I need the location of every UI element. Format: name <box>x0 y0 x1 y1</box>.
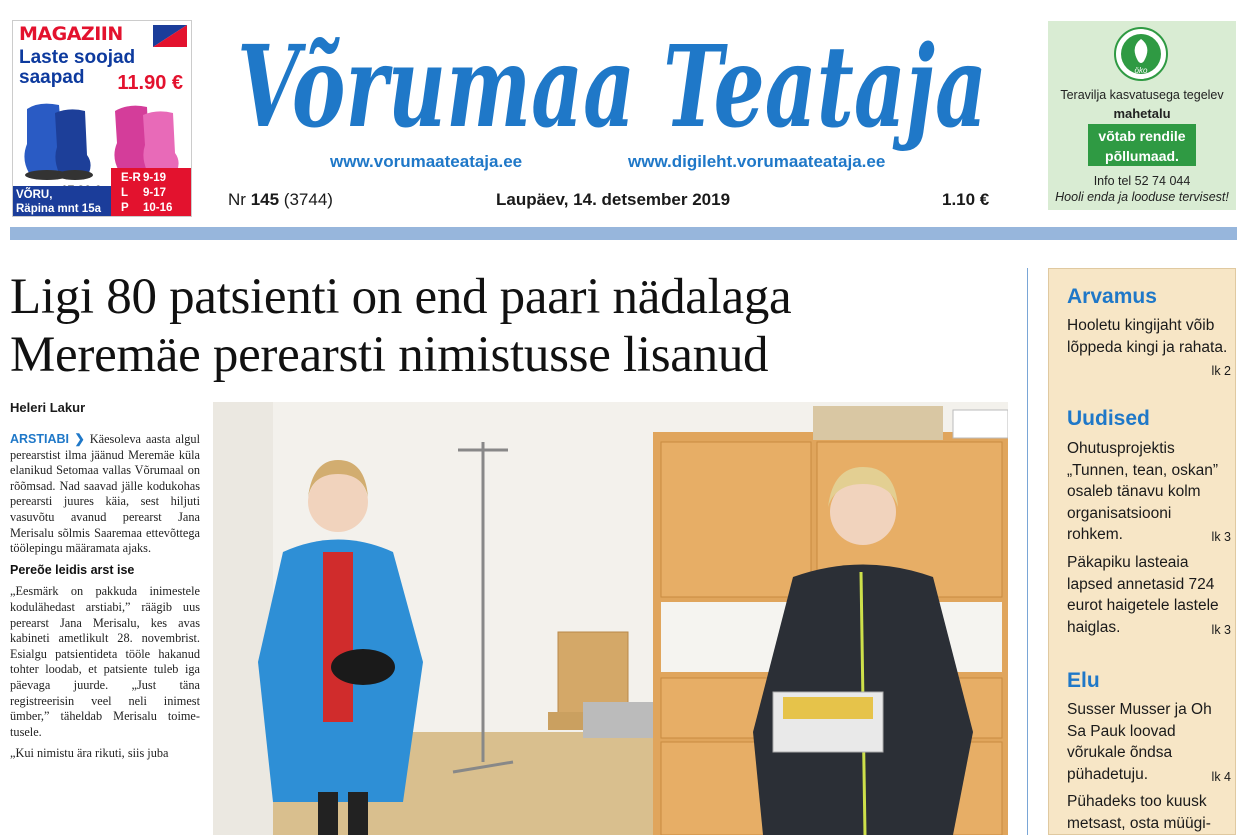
section-title-arvamus[interactable]: Arvamus <box>1067 285 1157 308</box>
svg-text:Võrumaa Teataja: Võrumaa Teataja <box>237 22 987 153</box>
ad-hours: E-R 9-19 L 9-17 P 10-16 <box>111 168 191 216</box>
flag-icon <box>153 25 187 47</box>
section-title-uudised[interactable]: Uudised <box>1067 407 1150 430</box>
article-headline[interactable]: Ligi 80 patsienti on end paari nädalaga Meremäe perearsti nimistusse lisanud <box>10 269 792 383</box>
teaser-item[interactable]: Pühadeks too kuusk metsast, osta müügi- <box>1067 793 1211 832</box>
masthead-logo <box>232 14 992 164</box>
digital-edition-link[interactable]: www.digileht.vorumaateataja.ee <box>628 152 886 171</box>
header-rule <box>10 227 1237 240</box>
article-paragraph: „Kui nimistu ära rikuti, siis juba <box>10 746 169 761</box>
article-photo <box>213 402 1008 835</box>
magaziin-ad[interactable] <box>12 20 192 217</box>
page-ref: lk 2 <box>1211 364 1231 378</box>
article-body: ARSTIABI ❯ Käesoleva aasta algul perearstist ilma jäänud Meremäe küla elanikud Setomaa vallas Võrumaal on rõõmsad. Nad saavad jälle kodukohas perearsti juures käia, sest hiljuti vasuvõtu avanud perearst Jana Merisalu sõlmis Saaremaa ettevõttega töölepingu määramata ajaks. Pereõe leidis arst ise „Eesmärk on pakkuda inimestele kodulähedast arstiabi,” räägib uus perearst Jana Merisalu, kes avas kabineti ametlikult 28. novembrist. Esialgu patsientideta tööle hakanud tohter loodab, et patsiente tuleb iga päevaga juurde. „Just täna registreerisin veel neli inimest ümber,” täheldab Merisalu toimetusele. „Kui nimistu ära rikuti, siis juba <box>10 432 200 761</box>
page-ref: lk 3 <box>1211 530 1231 544</box>
teaser-item[interactable]: Hooletu kingijaht võib lõppeda kingi ja rahata. lk 2 <box>1067 315 1231 383</box>
ad-contact: Info tel 52 74 044 <box>1093 174 1191 188</box>
article-kicker: ARSTIABI ❯ <box>10 432 85 446</box>
ad-highlight-box: võtab rendile põllumaad. <box>1088 124 1196 166</box>
issue-number: Nr 145 (3744) <box>228 190 333 209</box>
ad-brand: MAGAZIIN <box>19 23 123 45</box>
article-subhead: Pereõe leidis arst ise <box>10 562 135 577</box>
section-title-elu[interactable]: Elu <box>1067 669 1100 692</box>
column-divider <box>1027 268 1028 835</box>
sidebar-index <box>1048 268 1236 835</box>
article-paragraph: „Eesmärk on pakkuda inimestele kodulähedast arstiabi,” räägib uus perearst Jana Merisalu, kes avas kabineti ametlikult 28. novembrist. Esialgu patsientideta tööle hakanud tohter loodab, et patsiente tuleb iga päevaga juurde. „Just täna registreerisin veel neli inimest ümber,” täheldab Merisalu toimetusele. <box>10 584 200 739</box>
organic-logo-icon <box>1114 27 1168 81</box>
article-author: Heleri Lakur <box>10 400 86 415</box>
teaser-item[interactable]: Susser Musser ja Oh Sa Pauk loovad võrukale õndsa pühadetuju. lk 4 <box>1067 699 1231 788</box>
issue-price: 1.10 € <box>942 190 990 209</box>
ad-promo: Laste soojad saapad <box>19 47 136 88</box>
page-ref: lk 3 <box>1211 622 1231 637</box>
ad-line-bold: mahetalu <box>1113 106 1171 121</box>
website-link[interactable]: www.vorumaateataja.ee <box>330 152 523 171</box>
issue-date: Laupäev, 14. detsember 2019 <box>496 190 731 209</box>
page-ref: lk 4 <box>1211 769 1231 784</box>
ad-slogan: Hooli enda ja looduse tervisest! <box>1055 190 1229 204</box>
ad-location: VÕRU, Räpina mnt 15a <box>13 186 111 216</box>
ad-price: 11.90 € <box>117 72 183 94</box>
teaser-item[interactable]: Päkapiku lasteaia lapsed annetasid 724 eurot haigetele lastele haiglas. lk 3 <box>1067 552 1231 641</box>
teaser-item[interactable]: Ohutusprojektis „Tunnen, tean, oskan” osaleb tänavu kolm organisatsiooni rohkem. lk 3 <box>1067 438 1231 549</box>
organic-farm-ad[interactable] <box>1048 21 1236 210</box>
svg-text:öko: öko <box>1134 66 1148 75</box>
ad-line: Teravilja kasvatusega tegelev <box>1060 88 1224 102</box>
